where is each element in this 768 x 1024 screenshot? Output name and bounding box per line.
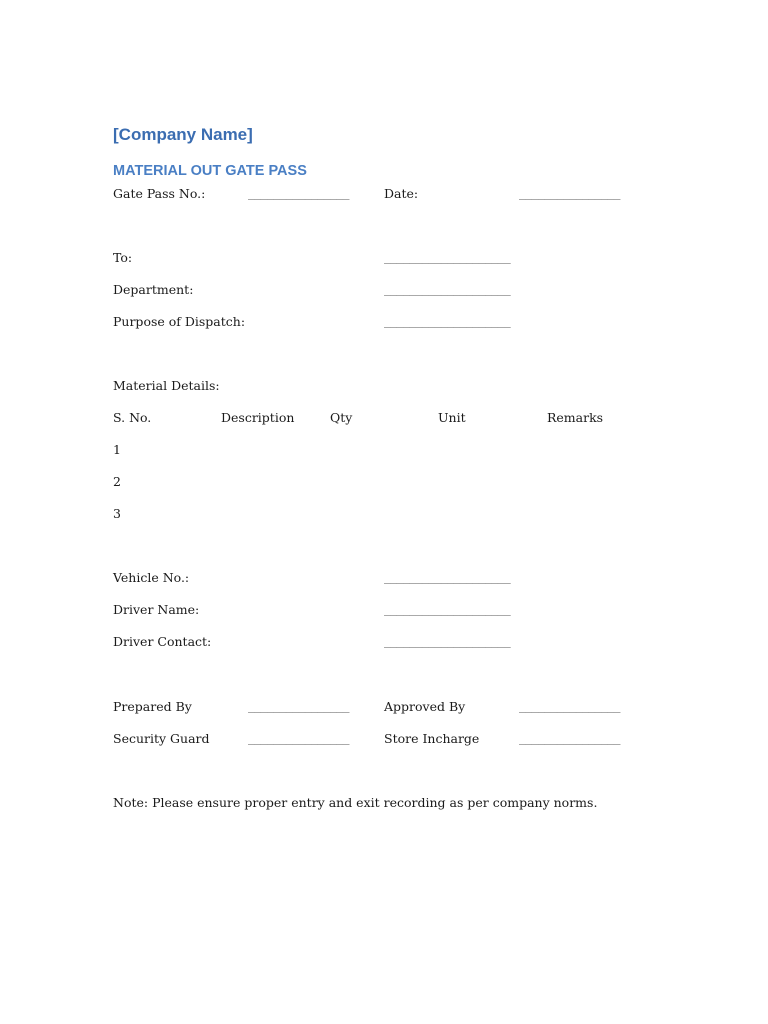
document-title: MATERIAL OUT GATE PASS (113, 163, 307, 179)
driver-contact-field[interactable]: ____________________ (384, 635, 511, 648)
date-field[interactable]: ________________ (519, 187, 621, 200)
gate-pass-no-label: Gate Pass No.: (113, 186, 206, 201)
department-label: Department: (113, 282, 194, 297)
security-guard-field[interactable]: ________________ (248, 732, 350, 745)
purpose-label: Purpose of Dispatch: (113, 314, 246, 329)
purpose-field[interactable]: ____________________ (384, 315, 511, 328)
column-header-remarks: Remarks (547, 410, 604, 425)
column-header-sno: S. No. (113, 410, 152, 425)
column-header-unit: Unit (438, 410, 466, 425)
store-incharge-label: Store Incharge (384, 731, 480, 746)
department-field[interactable]: ____________________ (384, 283, 511, 296)
footer-note: Note: Please ensure proper entry and exit recording as per company norms. (113, 795, 598, 810)
driver-contact-label: Driver Contact: (113, 634, 212, 649)
driver-name-label: Driver Name: (113, 602, 200, 617)
material-details-label: Material Details: (113, 378, 220, 393)
security-guard-label: Security Guard (113, 731, 210, 746)
vehicle-no-label: Vehicle No.: (113, 570, 190, 585)
company-name: [Company Name] (113, 125, 253, 144)
column-header-qty: Qty (330, 410, 353, 425)
gate-pass-no-field[interactable]: ________________ (248, 187, 350, 200)
material-row-number: 2 (113, 474, 121, 489)
to-field[interactable]: ____________________ (384, 251, 511, 264)
material-row-number: 3 (113, 506, 121, 521)
prepared-by-field[interactable]: ________________ (248, 700, 350, 713)
column-header-description: Description (221, 410, 295, 425)
to-label: To: (113, 250, 133, 265)
vehicle-no-field[interactable]: ____________________ (384, 571, 511, 584)
approved-by-label: Approved By (384, 699, 466, 714)
store-incharge-field[interactable]: ________________ (519, 732, 621, 745)
driver-name-field[interactable]: ____________________ (384, 603, 511, 616)
prepared-by-label: Prepared By (113, 699, 192, 714)
material-row-number: 1 (113, 442, 121, 457)
approved-by-field[interactable]: ________________ (519, 700, 621, 713)
date-label: Date: (384, 186, 419, 201)
